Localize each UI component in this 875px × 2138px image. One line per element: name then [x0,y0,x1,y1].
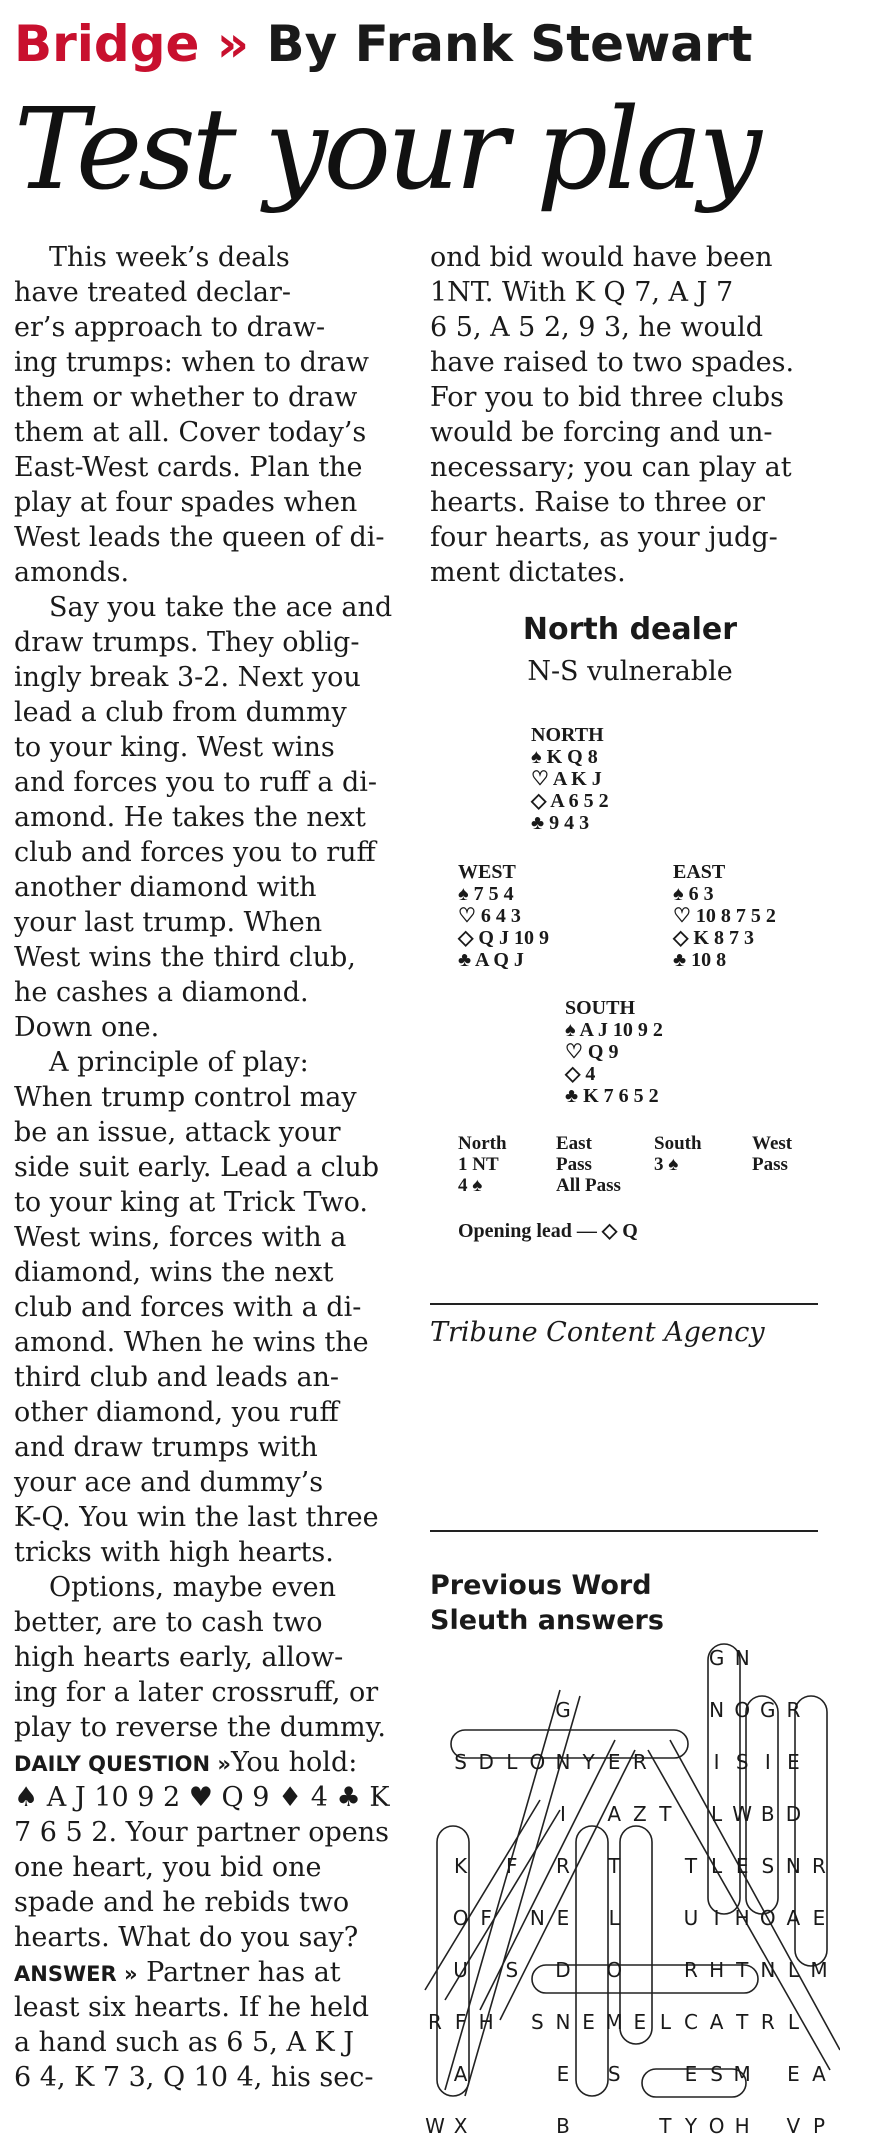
grid-letter: I [713,1750,720,1774]
grid-letter: T [736,1958,749,1982]
grid-letter: V [786,2114,801,2138]
body-line: This week’s deals [49,242,290,273]
grid-letter: O [734,1698,751,1722]
grid-letter: N [760,1958,776,1982]
grid-letter: S [710,2062,723,2086]
auction-cell: All Pass [556,1175,621,1196]
body-line: play at four spades when [14,487,358,518]
grid-letter: O [759,1906,776,1930]
opening-lead: Opening lead — ◇ Q [458,1220,638,1242]
body-line: ond bid would have been [430,242,773,273]
answer-line [14,1955,409,1990]
grid-letter: A [453,2062,468,2086]
suit-holding: ◇ Q J 10 9 [458,927,549,949]
body-line: have treated declar- [14,277,291,308]
auction-cell [752,1175,850,1196]
answer-line [14,1990,409,2025]
grid-letter: D [555,1958,571,1982]
grid-letter: E [684,2062,698,2086]
grid-letter: W [732,1802,753,1826]
grid-letter: M [733,2062,751,2086]
grid-letter: G [555,1698,571,1722]
grid-letter: H [709,1958,725,1982]
suit-holding: ♡ 10 8 7 5 2 [673,905,776,927]
body-line: ment dictates. [430,557,626,588]
body-line: your ace and dummy’s [14,1467,324,1498]
body-line: your last trump. When [14,907,323,938]
north-hand [531,724,609,834]
answer-line [14,2025,409,2060]
body-line: other diamond, you ruff [14,1397,339,1428]
daily-question-label: DAILY QUESTION » [14,1752,231,1776]
grid-letter: R [812,1854,826,1878]
answer-label: ANSWER » [14,1962,138,1986]
grid-letter: E [556,2062,570,2086]
grid-letter: R [786,1698,801,1722]
question-line [14,1850,409,1885]
suit-holding: ♡ A K J [531,768,602,790]
grid-letter: T [608,1854,621,1878]
body-line: Down one. [14,1012,160,1043]
answer-loop [670,1740,840,2050]
body-line: Options, maybe even [49,1572,336,1603]
body-line: to your king at Trick Two. [14,1187,368,1218]
body-line: 6 5, A 5 2, 9 3, he would [430,312,764,343]
vulnerability: N-S vulnerable [527,656,733,687]
body-line: For you to bid three clubs [430,382,784,413]
grid-letter: E [556,1906,570,1930]
body-line: amond. He takes the next [14,802,366,833]
question-line [14,1780,409,1815]
dealer-heading: North dealer [522,612,738,647]
grid-letter: O [452,1906,469,1930]
grid-letter: O [529,1750,546,1774]
body-line: better, are to cash two [14,1607,323,1638]
body-line: A principle of play: [49,1047,309,1078]
body-line: side suit early. Lead a club [14,1152,380,1183]
north-label: NORTH [531,724,604,746]
question-line [14,1815,409,1850]
body-line: he cashes a diamond. [14,977,309,1008]
question-text: You hold: [230,1747,358,1778]
grid-letter: B [556,2114,570,2138]
grid-letter: L [787,2010,799,2034]
grid-letter: H [478,2010,494,2034]
body-line: four hearts, as your judg- [430,522,778,553]
auction-cell: Pass [752,1154,788,1175]
body-line: er’s approach to draw- [14,312,326,343]
grid-letter: S [735,1750,749,1774]
word-sleuth-title-line: Sleuth answers [430,1605,664,1636]
auction-row [458,1133,850,1154]
body-line: amond. When he wins the [14,1327,369,1358]
suit-holding: ♠ 7 5 4 [458,883,514,905]
grid-letter: L [659,2010,671,2034]
grid-letter: E [607,1750,621,1774]
grid-letter: E [787,2062,800,2086]
auction-cell: East [556,1133,592,1154]
grid-letter: Y [684,2114,698,2138]
grid-letter: A [607,1802,622,1826]
grid-letter: E [633,2010,647,2034]
grid-letter: C [684,2010,698,2034]
west-hand [458,861,549,971]
answer-text: a hand such as 6 5, A K J [14,2027,355,2058]
grid-letter: T [659,2114,672,2138]
grid-letter: F [506,1854,518,1878]
grid-letter: R [684,1958,698,1982]
grid-letter: N [734,1646,750,1670]
body-line: ing for a later crossruff, or [14,1677,379,1708]
answer-text: 6 4, K 7 3, Q 10 4, his sec- [14,2062,374,2093]
grid-letter: T [736,2010,749,2034]
grid-letter: L [608,1906,620,1930]
grid-letter: M [605,2010,623,2034]
question-line [14,1920,409,1955]
suit-holding: ◇ 4 [565,1063,596,1085]
grid-letter: W [425,2114,445,2138]
grid-letter: R [556,1854,570,1878]
body-line: East-West cards. Plan the [14,452,363,483]
body-line: club and forces you to ruff [14,837,376,868]
east-hand [673,861,776,971]
body-line: Say you take the ace and [49,592,393,623]
grid-letter: S [607,2062,621,2086]
body-line: to your king. West wins [14,732,335,763]
question-text: spade and he rebids two [14,1887,350,1918]
south-hand [565,997,663,1107]
grid-letter: H [734,2114,750,2138]
grid-letter: E [812,1906,826,1930]
body-line: 1NT. With K Q 7, A J 7 [430,277,734,308]
article-body-right [430,240,830,590]
grid-letter: T [684,1854,698,1878]
grid-letter: E [735,1854,749,1878]
grid-letter: I [560,1802,566,1826]
auction-cell: North [458,1133,507,1154]
suit-holding: ♣ 10 8 [673,949,727,971]
west-label: WEST [458,861,516,883]
auction-row [458,1175,850,1196]
body-line: diamond, wins the next [14,1257,334,1288]
body-line: tricks with high hearts. [14,1537,334,1568]
grid-letter: R [632,1750,647,1774]
question-text: 7 6 5 2. Your partner opens [14,1817,389,1848]
grid-letter: I [713,1906,720,1930]
body-line: West wins, forces with a [14,1222,347,1253]
grid-letter: S [505,1958,519,1982]
grid-letter: O [708,2114,725,2138]
body-line: amonds. [14,557,130,588]
grid-letter: L [787,1958,799,1982]
answer-text: least six hearts. If he held [14,1992,370,2023]
body-line: West leads the queen of di- [14,522,385,553]
grid-letter: L [711,1802,723,1826]
grid-letter: N [555,1750,571,1774]
grid-letter: I [764,1750,771,1774]
grid-letter: R [428,2010,442,2034]
grid-letter: D [478,1750,494,1774]
grid-letter: Z [632,1802,647,1826]
suit-holding: ♡ 6 4 3 [458,905,521,927]
body-line: West wins the third club, [14,942,356,973]
grid-letter: M [810,1958,828,1982]
body-line: lead a club from dummy [14,697,347,728]
suit-holding: ♠ K Q 8 [531,746,598,768]
body-line: When trump control may [14,1082,357,1113]
grid-letter: T [659,1802,672,1826]
word-sleuth-title [430,1568,664,1638]
suit-holding: ♡ Q 9 [565,1041,619,1063]
word-sleuth-title-line: Previous Word [430,1570,652,1601]
body-line: high hearts early, allow- [14,1642,344,1673]
suit-holding: ♠ 6 3 [673,883,714,905]
word-sleuth-grid [420,1640,840,2138]
article-title: Test your play [14,85,758,215]
grid-letter: N [785,1854,801,1878]
grid-letter: A [709,2010,724,2034]
grid-letter: L [711,1854,723,1878]
grid-letter: G [708,1646,725,1670]
grid-letter: F [454,2010,467,2034]
column-header [14,14,753,74]
grid-letter: Y [582,1750,595,1774]
grid-letter: G [760,1698,776,1722]
auction-row [458,1154,850,1175]
grid-letter: D [785,1802,802,1826]
grid-letter: K [454,1854,468,1878]
grid-letter: U [683,1906,699,1930]
question-text: ♠ A J 10 9 2 ♥ Q 9 ♦ 4 ♣ K [14,1782,390,1813]
grid-letter: R [760,2010,775,2034]
suit-holding: ◇ K 8 7 3 [673,927,754,949]
body-line: ing trumps: when to draw [14,347,369,378]
body-line: would be forcing and un- [430,417,773,448]
body-line: draw trumps. They oblig- [14,627,360,658]
section-kicker: Bridge » [14,15,250,73]
body-line: necessary; you can play at [430,452,792,483]
auction-cell: 3 ♠ [654,1154,679,1175]
body-line: have raised to two spades. [430,347,795,378]
byline: By Frank Stewart [266,15,753,73]
body-line: and forces you to ruff a di- [14,767,377,798]
body-line: be an issue, attack your [14,1117,341,1148]
grid-letter: H [734,1906,750,1930]
grid-letter: N [529,1906,545,1930]
question-text: one heart, you bid one [14,1852,322,1883]
grid-letter: E [787,1750,800,1774]
grid-letter: A [786,1906,801,1930]
grid-letter: L [506,1750,518,1774]
grid-letter: S [454,1750,467,1774]
auction-cell [654,1175,752,1196]
question-text: hearts. What do you say? [14,1922,359,1953]
grid-letter: P [812,2114,826,2138]
suit-holding: ♣ A Q J [458,949,524,971]
suit-holding: ♠ A J 10 9 2 [565,1019,663,1041]
answer-line [14,2060,409,2095]
auction-cell: 4 ♠ [458,1175,483,1196]
grid-letter: N [709,1698,725,1722]
grid-letter: N [555,2010,571,2034]
question-line [14,1745,409,1780]
bidding-auction [458,1133,850,1196]
body-line: and draw trumps with [14,1432,318,1463]
body-line: K-Q. You win the last three [14,1502,379,1533]
body-line: play to reverse the dummy. [14,1712,386,1743]
body-line: ingly break 3-2. Next you [14,662,361,693]
auction-cell: West [752,1133,793,1154]
east-label: EAST [673,861,726,883]
question-line [14,1885,409,1920]
auction-cell: 1 NT [458,1154,499,1175]
body-line: them at all. Cover today’s [14,417,367,448]
auction-cell: South [654,1133,702,1154]
grid-letter: S [531,2010,544,2034]
divider-bottom [430,1530,818,1532]
answer-text: Partner has at [146,1957,341,1988]
grid-letter: B [760,1802,775,1826]
grid-letter: O [606,1958,623,1982]
body-line: another diamond with [14,872,317,903]
suit-holding: ♣ 9 4 3 [531,812,590,834]
body-line: third club and leads an- [14,1362,340,1393]
body-line: them or whether to draw [14,382,358,413]
suit-holding: ◇ A 6 5 2 [531,790,609,812]
auction-cell: Pass [556,1154,592,1175]
body-line: hearts. Raise to three or [430,487,765,518]
suit-holding: ♣ K 7 6 5 2 [565,1085,659,1107]
grid-letter: U [453,1958,468,1982]
grid-letter: E [582,2010,595,2034]
divider-top [430,1303,818,1305]
grid-letter: F [480,1906,492,1930]
grid-letter: S [761,1854,775,1878]
south-label: SOUTH [565,997,636,1019]
agency-credit: Tribune Content Agency [430,1317,765,1348]
grid-letter: A [812,2062,826,2086]
body-line: club and forces with a di- [14,1292,362,1323]
article-body-left [14,240,409,2095]
grid-letter: X [453,2114,468,2138]
